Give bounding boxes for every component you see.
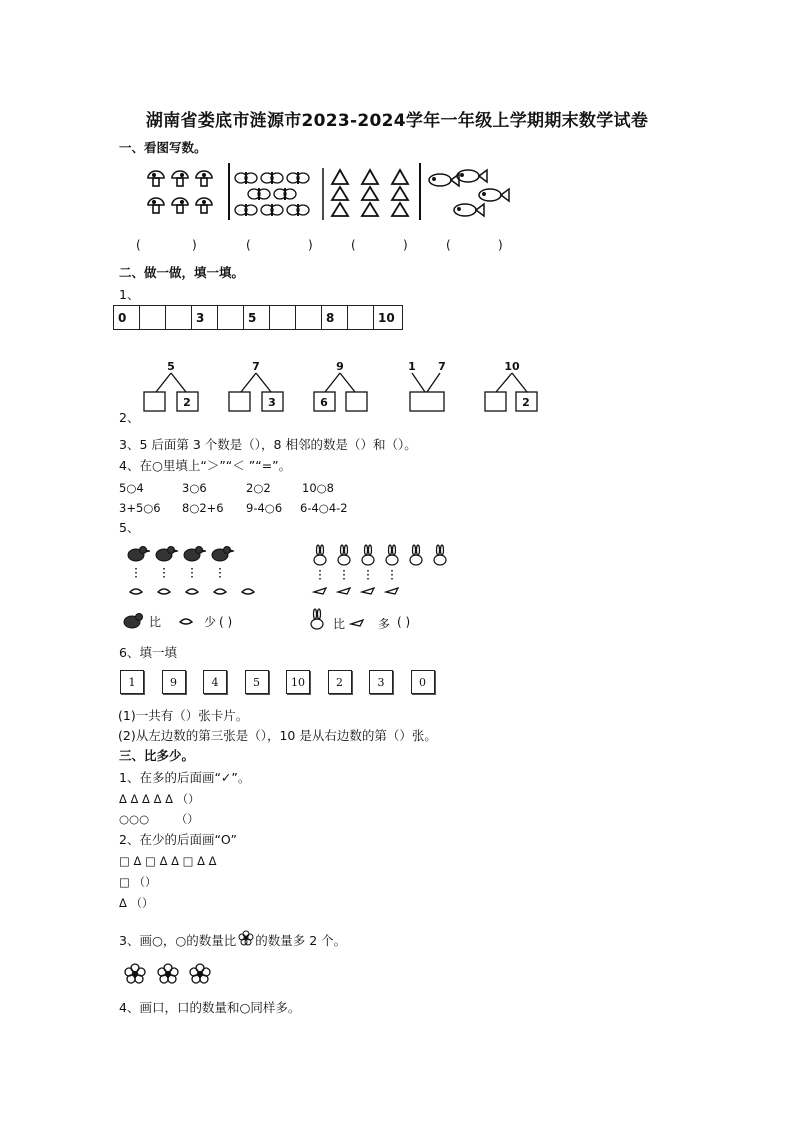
number-cell[interactable]: 10 <box>374 306 403 329</box>
blank-close-3: ) <box>403 238 408 252</box>
blank-open-3: ( <box>351 238 356 252</box>
number-row <box>113 305 403 330</box>
section1-picture-panel <box>118 158 513 258</box>
s3-q2-row3: Δ （） <box>119 896 154 910</box>
butterfly-icons <box>235 172 309 216</box>
blank-close-4: ) <box>498 238 503 252</box>
bond-top-3: 9 <box>336 360 344 373</box>
number-cell[interactable]: 0 <box>114 306 140 329</box>
q5-left-blank: ( ) <box>219 615 233 629</box>
q5-right-word1: 比 <box>333 617 346 631</box>
number-card: 3 <box>369 670 393 694</box>
s3-q1-row2: ○○○ （） <box>119 812 199 826</box>
q6-label: 6、填一填 <box>119 645 177 660</box>
number-card: 0 <box>411 670 435 694</box>
q4-item: 8○2+6 <box>182 501 224 515</box>
q4-item: 10○8 <box>302 481 334 495</box>
section2-heading: 二、做一做，填一填。 <box>119 265 245 280</box>
q4-item: 3+5○6 <box>119 501 161 515</box>
q4-text: 4、在○里填上“＞”“＜ ”“=”。 <box>119 458 292 473</box>
section3-heading: 三、比多少。 <box>119 748 195 763</box>
q4-item: 6-4○4-2 <box>300 501 348 515</box>
s3-q1-text: 1、在多的后面画“✓”。 <box>119 770 251 785</box>
blank-close-1: ) <box>192 238 197 252</box>
q4-item: 2○2 <box>246 481 271 495</box>
carrot-icons <box>314 588 398 594</box>
number-card: 5 <box>245 670 269 694</box>
s3-q2-row1: □ Δ □ Δ Δ □ Δ Δ <box>119 854 217 868</box>
number-card: 2 <box>328 670 352 694</box>
number-card: 1 <box>120 670 144 694</box>
flower-icons <box>123 962 218 988</box>
bond-top-left-4: 1 <box>408 360 416 373</box>
chicken-icon <box>124 614 143 629</box>
q5-left-word2: 少 <box>204 615 217 629</box>
s3-q1-row1: Δ Δ Δ Δ Δ （） <box>119 792 200 806</box>
q2-label: 2、 <box>119 410 140 425</box>
s3-q2-row2: □ （） <box>119 875 157 889</box>
flower-icon <box>237 930 255 946</box>
mushroom-icons <box>148 171 212 213</box>
bond-right-2: 3 <box>268 396 276 409</box>
bond-top-right-4: 7 <box>438 360 446 373</box>
number-cell[interactable]: 8 <box>322 306 348 329</box>
q5-left-word1: 比 <box>149 615 162 629</box>
q6-sub2: (2)从左边数的第三张是（），10 是从右边数的第（）张。 <box>118 728 437 743</box>
bond-top-1: 5 <box>167 360 175 373</box>
number-cell[interactable]: 5 <box>244 306 270 329</box>
number-card: 10 <box>286 670 310 694</box>
q4-item: 9-4○6 <box>246 501 283 515</box>
q6-sub1: (1)一共有（）张卡片。 <box>118 708 249 723</box>
q5-rabbit-picture <box>305 540 453 636</box>
bond-right-5: 2 <box>522 396 530 409</box>
q5-label: 5、 <box>119 520 140 535</box>
number-cell[interactable] <box>270 306 296 329</box>
carrot-icon <box>180 619 192 624</box>
fish-icons <box>429 170 509 216</box>
s3-q3-part2: 的数量多 2 个。 <box>255 933 347 948</box>
blank-open-2: ( <box>246 238 251 252</box>
rabbit-icon <box>311 609 323 629</box>
number-card: 4 <box>203 670 227 694</box>
triangle-icons <box>332 170 408 216</box>
rabbit-icons <box>314 545 446 565</box>
number-cell[interactable] <box>166 306 192 329</box>
carrot-icons <box>130 589 254 594</box>
q5-right-blank: ( ) <box>397 615 411 629</box>
bond-top-2: 7 <box>252 360 260 373</box>
page-title: 湖南省娄底市涟源市2023-2024学年一年级上学期期末数学试卷 <box>145 111 649 131</box>
bond-top-5: 10 <box>504 360 520 373</box>
carrot-icon <box>351 620 363 626</box>
q5-chicken-picture <box>118 540 268 636</box>
q1-label: 1、 <box>119 287 140 302</box>
number-cell[interactable] <box>218 306 244 329</box>
s3-q3-part1: 3、画○，○的数量比 <box>119 933 237 948</box>
chicken-icons <box>128 547 234 562</box>
section1-heading: 一、看图写数。 <box>119 140 207 155</box>
number-card: 9 <box>162 670 186 694</box>
s3-q3-text <box>119 930 346 949</box>
number-bonds <box>140 357 550 419</box>
q3-text: 3、5 后面第 3 个数是（），8 相邻的数是（）和（）。 <box>119 437 417 452</box>
number-cell[interactable] <box>140 306 166 329</box>
bond-left-3: 6 <box>320 396 328 409</box>
q5-right-word2: 多 <box>378 617 391 631</box>
s3-q4-text: 4、画口，口的数量和○同样多。 <box>119 1000 301 1015</box>
s3-q2-text: 2、在少的后面画“O” <box>119 832 238 847</box>
q4-item: 5○4 <box>119 481 144 495</box>
number-cell[interactable] <box>348 306 374 329</box>
number-cell[interactable] <box>296 306 322 329</box>
blank-open-4: ( <box>446 238 451 252</box>
number-cell[interactable]: 3 <box>192 306 218 329</box>
number-cards <box>120 670 452 694</box>
q4-item: 3○6 <box>182 481 207 495</box>
blank-open-1: ( <box>136 238 141 252</box>
blank-close-2: ) <box>308 238 313 252</box>
bond-right-1: 2 <box>183 396 191 409</box>
